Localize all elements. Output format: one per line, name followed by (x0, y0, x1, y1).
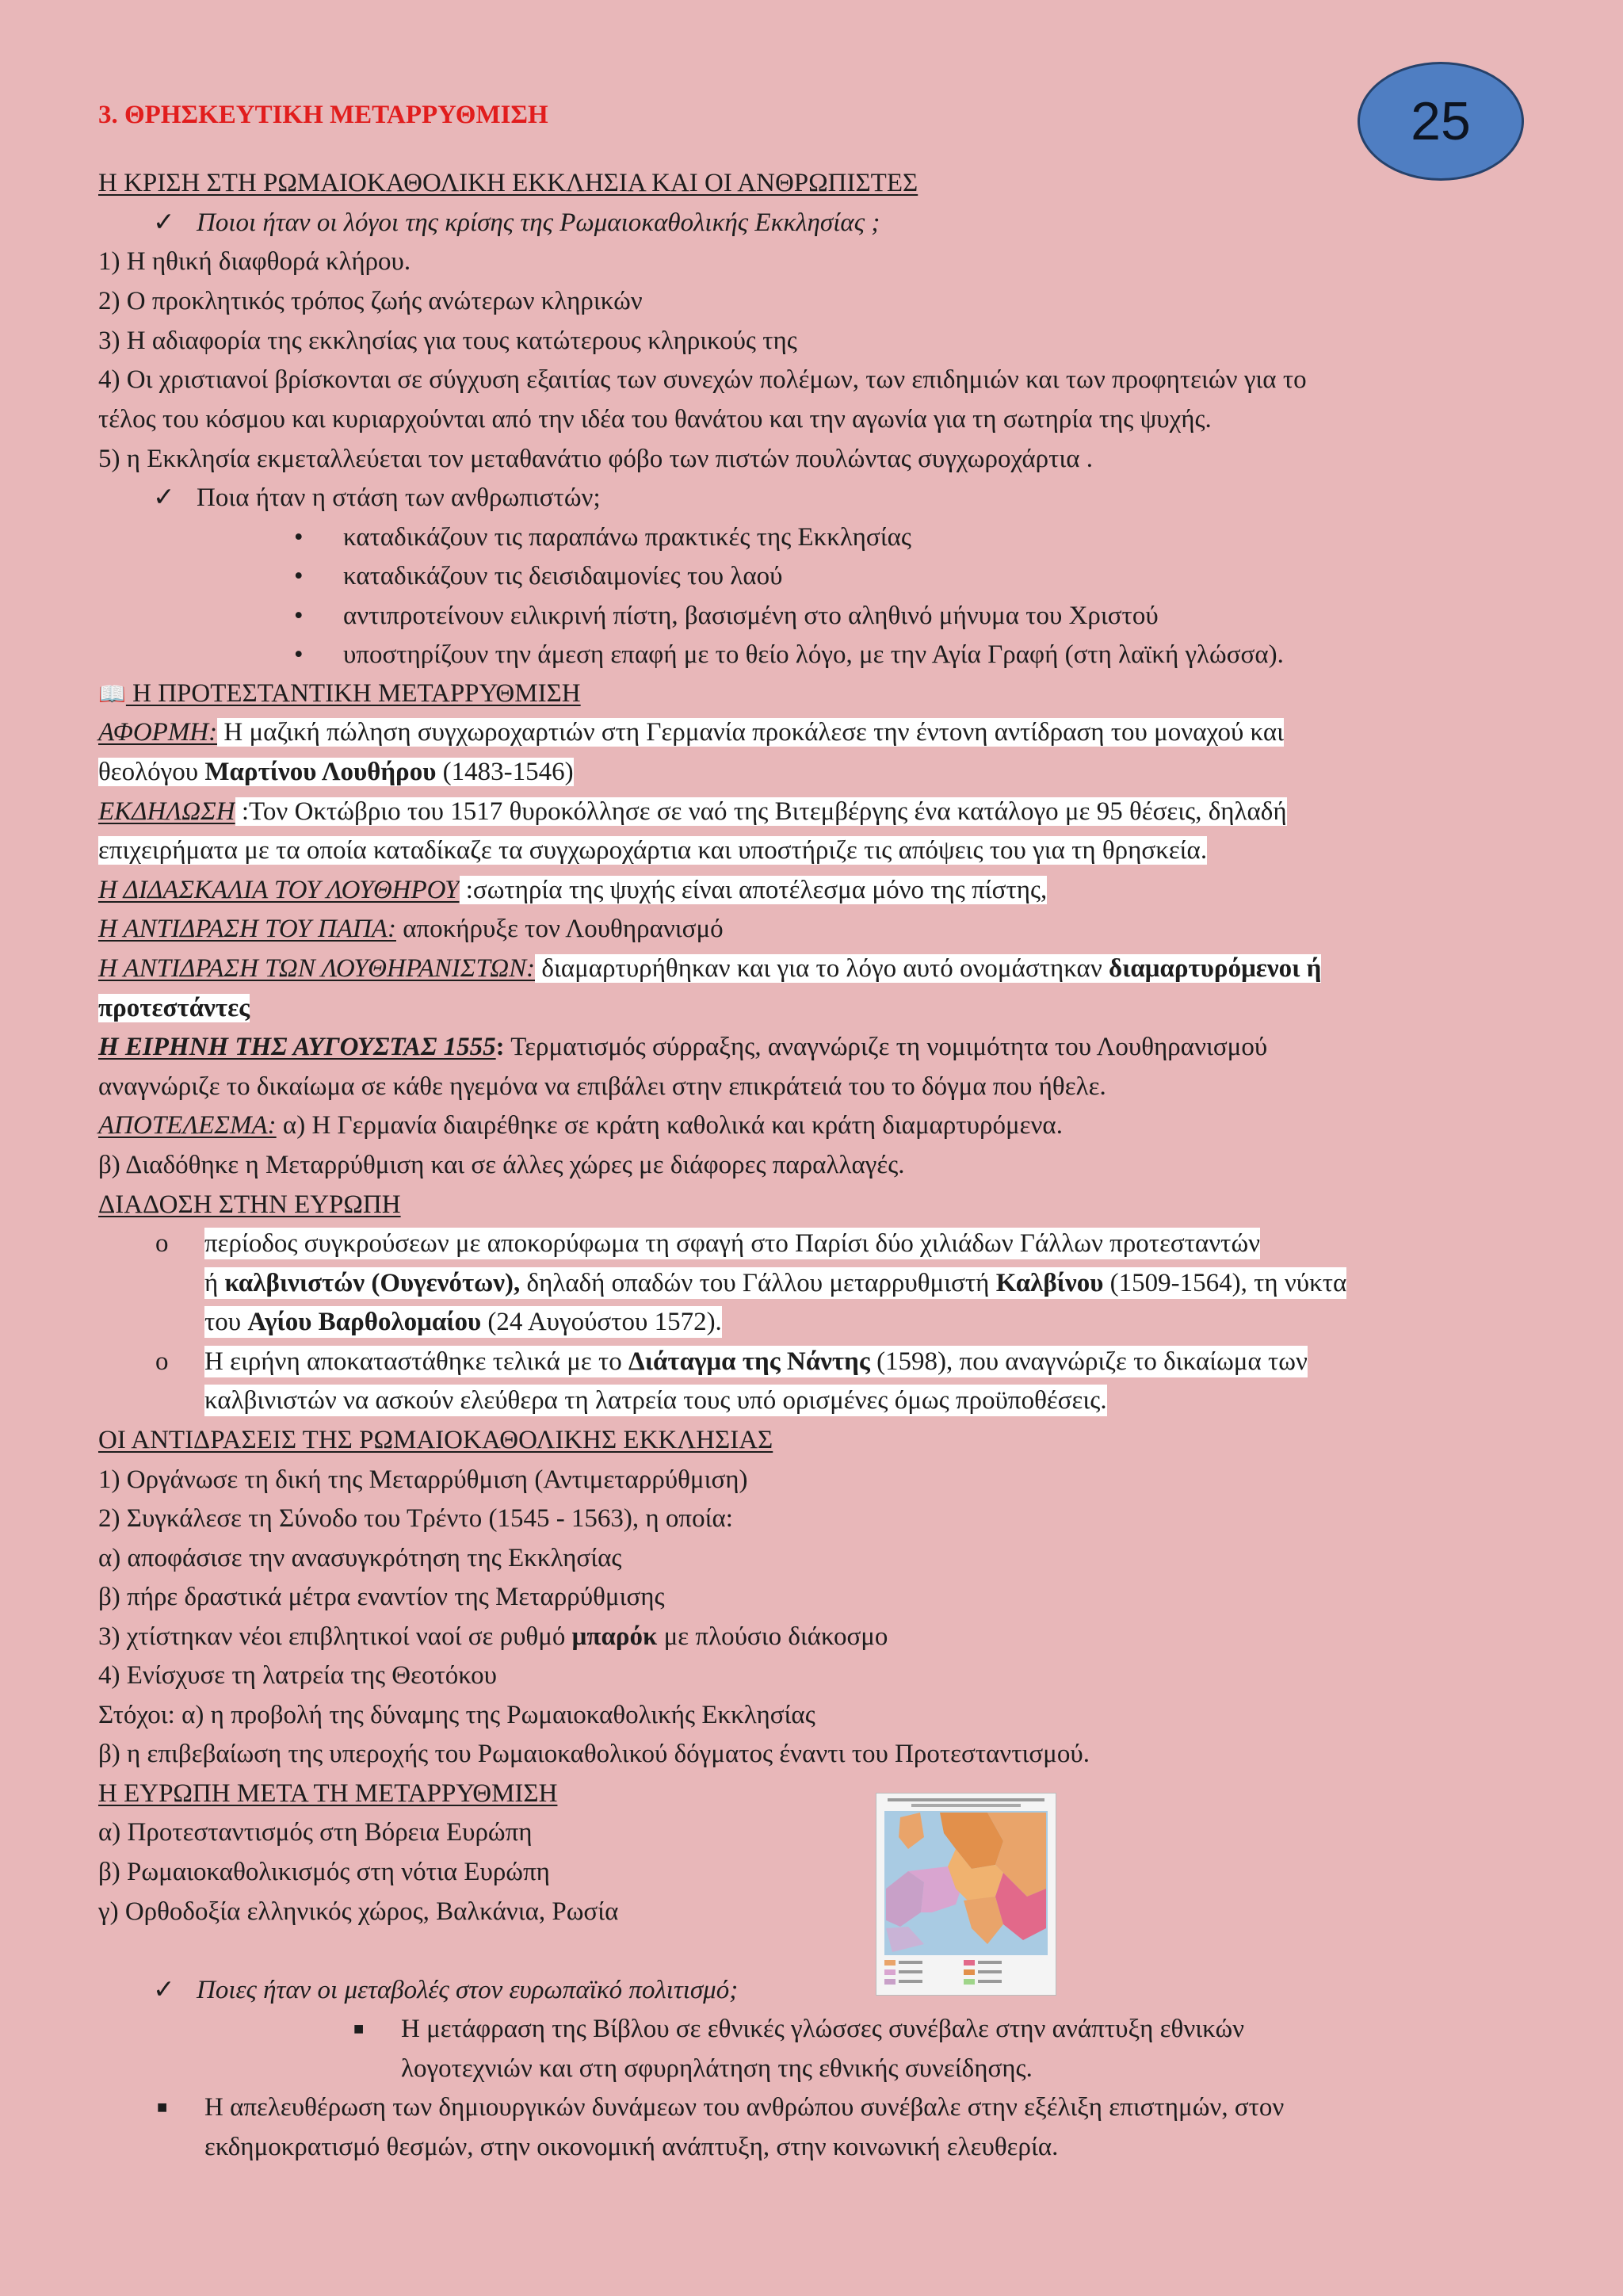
didaskalia-line: Η ΔΙΔΑΣΚΑΛΙΑ ΤΟΥ ΛΟΥΘΗΡΟΥ :σωτηρία της ψυχής είναι αποτέλεσμα μόνο της πίστης, (98, 876, 1048, 904)
europe-after-2: β) Ρωμαιοκαθολικισμός στη νότια Ευρώπη (98, 1858, 550, 1886)
aformi-line-2: θεολόγου Μαρτίνου Λουθήρου (1483-1546) (98, 758, 574, 786)
question-text: Ποια ήταν η στάση των ανθρωπιστών; (197, 483, 601, 512)
apotelesma-label: ΑΠΟΤΕΛΕΣΜΑ: (98, 1111, 277, 1140)
page-number-badge (1358, 62, 1524, 181)
didaskalia-label: Η ΔΙΔΑΣΚΑΛΙΑ ΤΟΥ ΛΟΥΘΗΡΟΥ (98, 876, 460, 904)
reaction-4: 4) Ενίσχυσε τη λατρεία της Θεοτόκου (98, 1661, 497, 1690)
apotelesma-line-2: β) Διαδόθηκε η Μεταρρύθμιση και σε άλλες χώρες με διάφορες παραλλαγές. (98, 1151, 905, 1179)
europe-map-svg (876, 1794, 1056, 1995)
luther-name: Μαρτίνου Λουθήρου (204, 758, 437, 786)
goals-2: β) η επιβεβαίωση της υπεροχής του Ρωμαιοκαθολικού δόγματος έναντι του Προτεσταντισμού. (98, 1740, 1090, 1768)
bullet-dot-icon: • (294, 640, 304, 669)
europe-after-3: γ) Ορθοδοξία ελληνικός χώρος, Βαλκάνια, Ρωσία (98, 1897, 619, 1926)
section-heading-catholic-reaction: ΟΙ ΑΝΤΙΔΡΑΣΕΙΣ ΤΗΣ ΡΩΜΑΙΟΚΑΘΟΛΙΚΗΣ ΕΚΚΛΗΣΙΑΣ (98, 1426, 773, 1454)
reason-4-line-2: τέλος του κόσμου και κυριαρχούνται από την ιδέα του θανάτου και την αγωνία για τη σωτηρία της ψυχής. (98, 405, 1212, 434)
apotelesma-line-1: ΑΠΟΤΕΛΕΣΜΑ: α) Η Γερμανία διαιρέθηκε σε κράτη καθολικά και κράτη διαμαρτυρόμενα. (98, 1111, 1063, 1140)
open-book-icon: 📖 (98, 681, 126, 707)
reason-2: 2) Ο προκλητικός τρόπος ζωής ανώτερων κληρικών (98, 287, 643, 315)
eirini-line-1: Η ΕΙΡΗΝΗ ΤΗΣ ΑΥΓΟΥΣΤΑΣ 1555: Τερματισμός σύρραξης, αναγνώριζε τη νομιμότητα του Λουθηρανισμού (98, 1033, 1268, 1061)
check-mark-icon: ✓ (153, 1976, 175, 2004)
louth-line-1: Η ΑΝΤΙΔΡΑΣΗ ΤΩΝ ΛΟΥΘΗΡΑΝΙΣΤΩΝ: διαμαρτυρήθηκαν και για το λόγο αυτό ονομάστηκαν διαμαρτυρόμενοι ή (98, 954, 1322, 983)
reaction-2a: α) αποφάσισε την ανασυγκρότηση της Εκκλησίας (98, 1544, 622, 1572)
reason-5: 5) η Εκκλησία εκμεταλλεύεται τον μεταθανάτιο φόβο των πιστών πουλώντας συγχωροχάρτια . (98, 445, 1094, 473)
ekdilosi-label: ΕΚΔΗΛΩΣΗ (98, 797, 235, 826)
section-heading-europe-after: Η ΕΥΡΩΠΗ ΜΕΤΑ ΤΗ ΜΕΤΑΡΡΥΘΜΙΣΗ (98, 1779, 558, 1808)
goals-1: Στόχοι: α) η προβολή της δύναμης της Ρωμαιοκαθολικής Εκκλησίας (98, 1701, 815, 1729)
question-text: Ποιοι ήταν οι λόγοι της κρίσης της Ρωμαιοκαθολικής Εκκλησίας ; (197, 208, 880, 237)
reason-3: 3) Η αδιαφορία της εκκλησίας για τους κατώτερους κληρικούς της (98, 327, 797, 355)
reaction-1: 1) Οργάνωσε τη δική της Μεταρρύθμιση (Αντιμεταρρύθμιση) (98, 1465, 748, 1494)
circle-bullet-icon: o (155, 1347, 169, 1376)
check-mark-icon: ✓ (153, 208, 175, 237)
louth-label: Η ΑΝΤΙΔΡΑΣΗ ΤΩΝ ΛΟΥΘΗΡΑΝΙΣΤΩΝ: (98, 954, 536, 983)
page-title: 3. ΘΡΗΣΚΕΥΤΙΚΗ ΜΕΤΑΡΡΥΘΜΙΣΗ (98, 101, 548, 129)
ekdilosi-line-1: ΕΚΔΗΛΩΣΗ :Τον Οκτώβριο του 1517 θυροκόλλησε σε ναό της Βιτεμβέργης ένα κατάλογο με 95 θέσεις, δηλαδή (98, 797, 1287, 826)
bullet-dot-icon: • (294, 523, 304, 552)
check-mark-icon: ✓ (153, 483, 175, 512)
reason-4-line-1: 4) Οι χριστιανοί βρίσκονται σε σύγχυση εξαιτίας των συνεχών πολέμων, των επιδημιών και των προφητειών για το (98, 365, 1307, 394)
bullet-dot-icon: • (294, 562, 304, 590)
page-number: 25 (1411, 91, 1471, 151)
section-heading-crisis: Η ΚΡΙΣΗ ΣΤΗ ΡΩΜΑΙΟΚΑΘΟΛΙΚΗ ΕΚΚΛΗΣΙΑ ΚΑΙ ΟΙ ΑΝΘΡΩΠΙΣΤΕΣ (98, 169, 918, 197)
aformi-line-1: ΑΦΟΡΜΗ: Η μαζική πώληση συγχωροχαρτιών στη Γερμανία προκάλεσε την έντονη αντίδραση του μοναχού και (98, 718, 1285, 747)
europe-after-1: α) Προτεσταντισμός στη Βόρεια Ευρώπη (98, 1818, 533, 1847)
reaction-2: 2) Συγκάλεσε τη Σύνοδο του Τρέντο (1545 - 1563), η οποία: (98, 1504, 733, 1533)
reason-1: 1) Η ηθική διαφθορά κλήρου. (98, 247, 411, 276)
eirini-line-2: αναγνώριζε το δικαίωμα σε κάθε ηγεμόνα να επιβάλει στην επικράτειά του το δόγμα που ήθελε. (98, 1072, 1106, 1101)
europe-religions-map-image (876, 1793, 1056, 1996)
papa-line: Η ΑΝΤΙΔΡΑΣΗ ΤΟΥ ΠΑΠΑ: αποκήρυξε τον Λουθηρανισμό (98, 915, 724, 943)
louth-line-2: προτεστάντες (98, 994, 250, 1022)
eirini-label: Η ΕΙΡΗΝΗ ΤΗΣ ΑΥΓΟΥΣΤΑΣ 1555 (98, 1033, 496, 1061)
reaction-3: 3) χτίστηκαν νέοι επιβλητικοί ναοί σε ρυθμό μπαρόκ με πλούσιο διάκοσμο (98, 1622, 888, 1651)
circle-bullet-icon: o (155, 1229, 169, 1258)
papa-label: Η ΑΝΤΙΔΡΑΣΗ ΤΟΥ ΠΑΠΑ: (98, 915, 396, 943)
section-heading-protestant: 📖 Η ΠΡΟΤΕΣΤΑΝΤΙΚΗ ΜΕΤΑΡΡΥΘΜΙΣΗ (98, 679, 581, 708)
section-heading-spread: ΔΙΑΔΟΣΗ ΣΤΗΝ ΕΥΡΩΠΗ (98, 1190, 401, 1219)
aformi-label: ΑΦΟΡΜΗ: (98, 718, 218, 747)
square-bullet-icon: ■ (353, 2019, 365, 2038)
bullet-dot-icon: • (294, 602, 304, 630)
reaction-2b: β) πήρε δραστικά μέτρα εναντίον της Μεταρρύθμισης (98, 1583, 665, 1611)
square-bullet-icon: ■ (157, 2097, 168, 2117)
ekdilosi-line-2: επιχειρήματα με τα οποία καταδίκαζε τα συγχωροχάρτια και υποστήριζε τις απόψεις του για τη θρησκεία. (98, 836, 1208, 865)
